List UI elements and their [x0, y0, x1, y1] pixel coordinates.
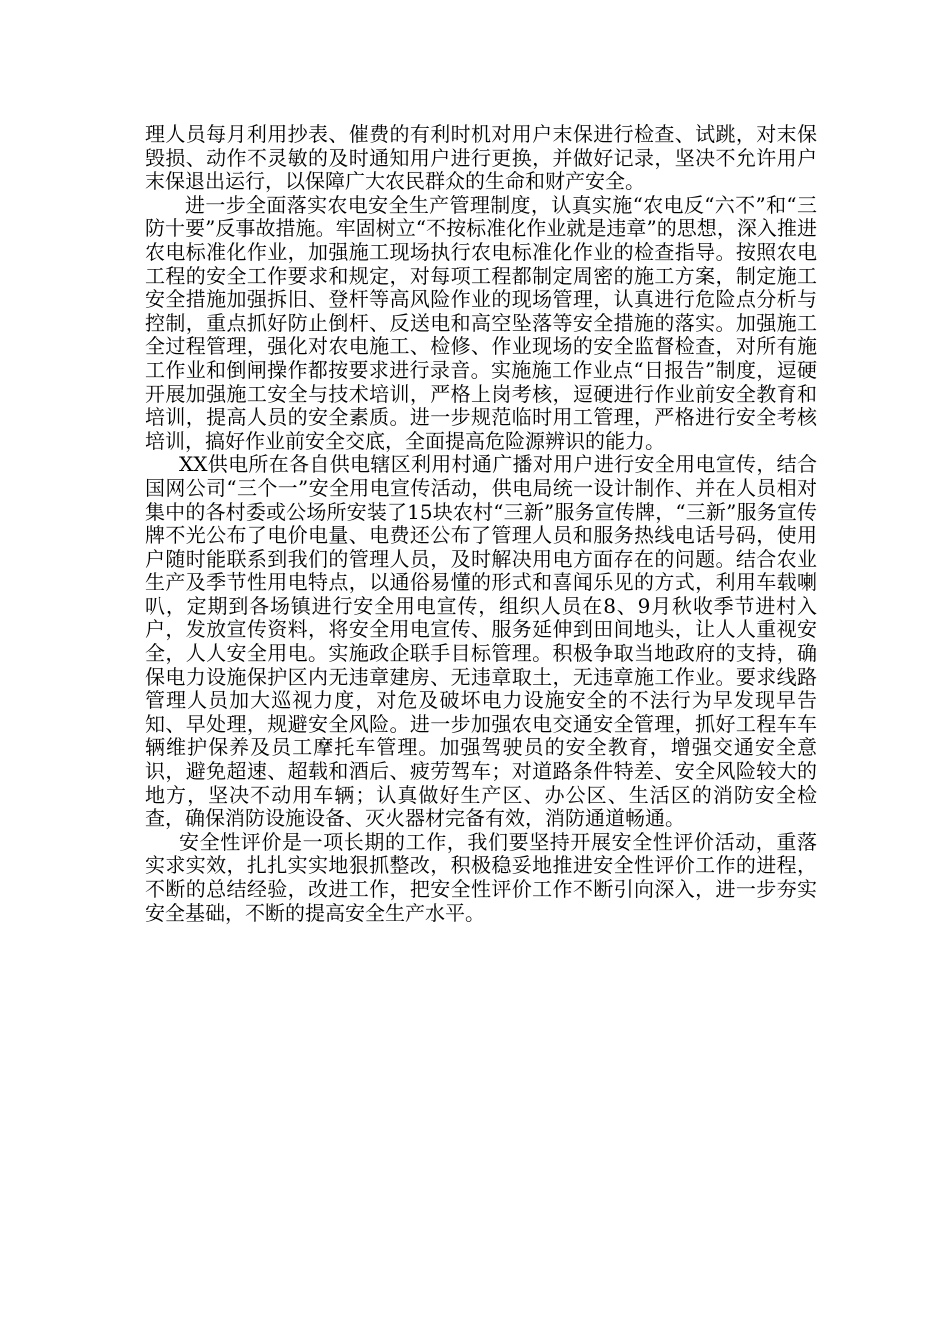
paragraph-safety-management: 进一步全面落实农电安全生产管理制度，认真实施“农电反“六不”和“三防十要”反事故措施。牢固树立“不按标准化作业就是违章”的思想，深入推进农电标准化作业，加强施工现场执行农电标准化作业的检查指导。按照农电工程的安全工作要求和规定，对每项工程都制定周密的施工方案，制定施工安全措施加强拆旧、登杆等高风险作业的现场管理，认真进行危险点分析与控制，重点抓好防止倒杆、反送电和高空坠落等安全措施的落实。加强施工全过程管理，强化对农电施工、检修、作业现场的安全监督检查，对所有施工作业和倒闸操作都按要求进行录音。实施施工作业点“日报告”制度，逗硬开展加强施工安全与技术培训，严格上岗考核，逗硬进行作业前安全教育和培训，提高人员的安全素质。进一步规范临时用工管理，严格进行安全考核培训，搞好作业前安全交底，全面提高危险源辨识的能力。 — [145, 192, 817, 453]
paragraph-publicity: XX供电所在各自供电辖区利用村通广播对用户进行安全用电宣传，结合国网公司“三个一”安全用电宣传活动，供电局统一设计制作、并在人员相对集中的各村委或公场所安装了15块农村“三新”服务宣传牌，“三新”服务宣传牌不光公布了电价电量、电费还公布了管理人员和服务热线电话号码，使用户随时能联系到我们的管理人员，及时解决用电方面存在的问题。结合农业生产及季节性用电特点，以通俗易懂的形式和喜闻乐见的方式，利用车载喇叭，定期到各场镇进行安全用电宣传，组织人员在8、9月秋收季节进村入户，发放宣传资料，将安全用电宣传、服务延伸到田间地头，让人人重视安全，人人安全用电。实施政企联手目标管理。积极争取当地政府的支持，确保电力设施保护区内无违章建房、无违章取土，无违章施工作业。要求线路管理人员加大巡视力度，对危及破坏电力设施安全的不法行为早发现早告知、早处理，规避安全风险。进一步加强农电交通安全管理，抓好工程车车辆维护保养及员工摩托车管理。加强驾驶员的安全教育，增强交通安全意识，避免超速、超载和酒后、疲劳驾车；对道路条件特差、安全风险较大的地方，坚决不动用车辆；认真做好生产区、办公区、生活区的消防安全检查，确保消防设施设备、灭火器材完备有效，消防通道畅通。 — [145, 452, 817, 831]
document-body — [145, 123, 817, 925]
paragraph-evaluation: 安全性评价是一项长期的工作，我们要坚持开展安全性评价活动，重落实求实效，扎扎实实地狠抓整改，积极稳妥地推进安全性评价工作的进程，不断的总结经验，改进工作，把安全性评价工作不断引向深入，进一步夯实安全基础，不断的提高安全生产水平。 — [145, 829, 817, 925]
paragraph-continuation: 理人员每月利用抄表、催费的有利时机对用户末保进行检查、试跳，对末保毁损、动作不灵敏的及时通知用户进行更换，并做好记录，坚决不允许用户末保退出运行，以保障广大农民群众的生命和财产安全。 — [145, 122, 817, 194]
